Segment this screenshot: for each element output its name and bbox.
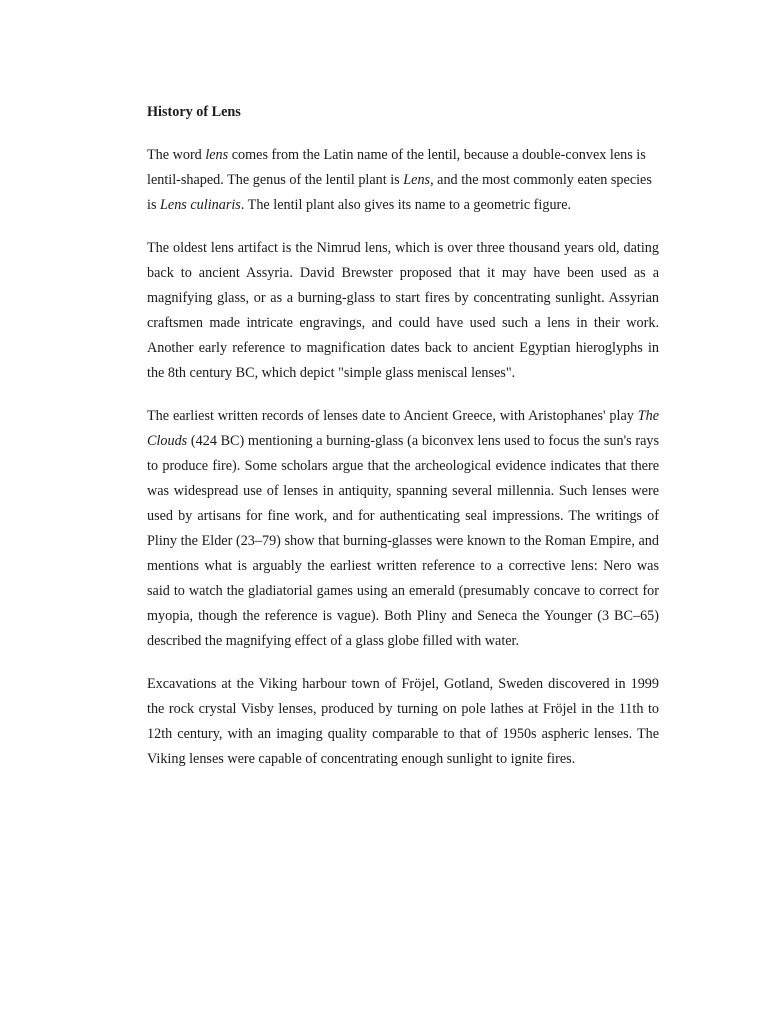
italic-term-genus: Lens	[403, 172, 431, 188]
paragraph-text: . The lentil plant also gives its name to a geometric figure.	[240, 197, 572, 213]
document-body	[147, 100, 659, 790]
paragraph-text: The earliest written records of lenses date to Ancient Greece, with Aristophanes' play	[147, 408, 638, 424]
paragraph-lens-etymology	[147, 143, 659, 218]
document-title: History of Lens	[147, 104, 241, 120]
paragraph-text: The word	[147, 147, 206, 163]
italic-term-species: Lens culinaris	[160, 197, 241, 213]
paragraph-text: comes from the Latin name of the lentil, because a double-convex lens is lentil-shaped. The genus of the lentil plant is	[147, 147, 646, 188]
paragraph-nimrud-lens: The oldest lens artifact is the Nimrud lens, which is over three thousand years old, dating back to ancient Assyria. David Brewster proposed that it may have been used as a magnifying glass, or as a burning-glass to start fires by concentrating sunlight. Assyrian craftsmen made intricate engravings, and could have used such a lens in their work. Another early reference to magnification dates back to ancient Egyptian hieroglyphs in the 8th century BC, which depict "simple glass meniscal lenses".	[147, 240, 659, 381]
italic-term-lens: lens	[205, 147, 229, 163]
paragraph-text: (424 BC) mentioning a burning-glass (a biconvex lens used to focus the sun's rays to produce fire). Some scholars argue that the archeological evidence indicates that there was widespread use of lenses in antiquity, spanning several millennia. Such lenses were used by artisans for fine work, and for authenticating seal impressions. The writings of Pliny the Elder (23–79) show that burning-glasses were known to the Roman Empire, and mentions what is arguably the earliest written reference to a corrective lens: Nero was said to watch the gladiatorial games using an emerald (presumably concave to correct for myopia, though the reference is vague). Both Pliny and Seneca the Younger (3 BC–65) described the magnifying effect of a glass globe filled with water.	[147, 433, 659, 649]
paragraph-text: , and the most commonly eaten species is	[147, 172, 652, 213]
paragraph-viking-lenses: Excavations at the Viking harbour town of Fröjel, Gotland, Sweden discovered in 1999 the rock crystal Visby lenses, produced by turning on pole lathes at Fröjel in the 11th to 12th century, with an imaging quality comparable to that of 1950s aspheric lenses. The Viking lenses were capable of concentrating enough sunlight to ignite fires.	[147, 676, 659, 767]
italic-title-the-clouds: The Clouds	[147, 408, 659, 449]
paragraph-ancient-greece	[147, 404, 659, 654]
